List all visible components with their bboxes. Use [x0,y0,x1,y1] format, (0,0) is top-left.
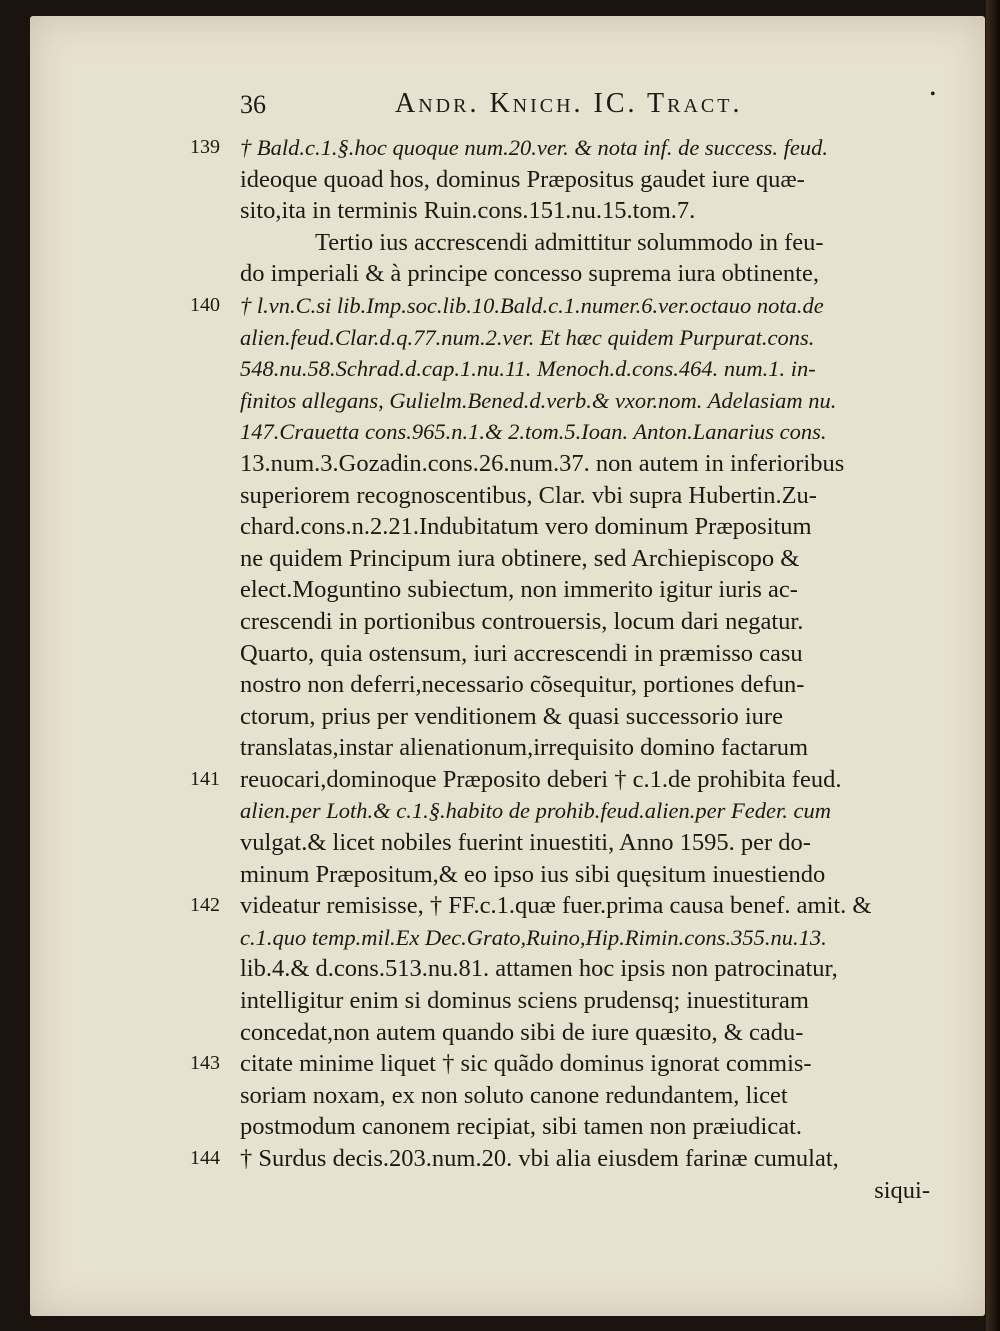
text-line [190,922,950,954]
text-line [190,890,950,922]
margin-number: 140 [190,293,220,316]
line-text: ne quidem Principum iura obtinere, sed Archiepiscopo & [240,544,800,572]
text-line [190,764,950,796]
margin-number: 141 [190,767,220,790]
line-text: ctorum, prius per venditionem & quasi successorio iure [240,702,783,730]
text-line [190,353,950,385]
line-text: Tertio ius accrescendi admittitur solummodo in feu- [315,228,824,256]
page-header [240,86,940,126]
text-line [190,859,950,891]
text-line [190,1143,950,1175]
line-text: † Surdus decis.203.num.20. vbi alia eiusdem farinæ cumulat, [240,1145,839,1172]
text-line [190,1017,950,1049]
line-text: c.1.quo temp.mil.Ex Dec.Grato,Ruino,Hip.Rimin.cons.355.nu.13. [240,924,827,950]
line-text: concedat,non autem quando sibi de iure quæsito, & cadu- [240,1018,804,1046]
line-text: chard.cons.n.2.21.Indubitatum vero dominum Præpositum [240,513,812,541]
page-number: 36 [240,90,266,119]
text-line [190,1080,950,1112]
line-text: postmodum canonem recipiat, sibi tamen non præiudicat. [240,1113,803,1141]
text-line [190,195,950,227]
line-text: videatur remisisse, † FF.c.1.quæ fuer.prima causa benef. amit. & [240,892,872,920]
line-text: lib.4.& d.cons.513.nu.81. attamen hoc ipsis non patrocinatur, [240,955,838,983]
text-line [190,638,950,670]
text-line [190,132,950,164]
line-text: intelligitur enim si dominus sciens prudensq; inuestituram [240,987,809,1015]
page-edge [986,0,1000,1331]
text-line [190,322,950,354]
text-line [190,227,950,259]
text-line [190,1048,950,1080]
running-head: Andr. Knich. IC. Tract. [395,88,743,119]
text-line [190,606,950,638]
line-text: alien.feud.Clar.d.q.77.num.2.ver. Et hæc quidem Purpurat.cons. [240,324,815,350]
text-line [190,511,950,543]
text-line [190,385,950,417]
line-text: vulgat.& licet nobiles fuerint inuestiti, Anno 1595. per do- [240,829,811,857]
line-text: 13.num.3.Gozadin.cons.26.num.37. non autem in inferioribus [240,449,845,477]
line-text: † Bald.c.1.§.hoc quoque num.20.ver. & nota inf. de success. feud. [240,135,829,160]
ornament-mark: • [930,86,936,103]
text-line [190,669,950,701]
margin-number: 143 [190,1052,220,1075]
line-text: citate minime liquet † sic quãdo dominus ignorat commis- [240,1050,812,1078]
text-line [190,448,950,480]
line-text: finitos allegans, Gulielm.Bened.d.verb.& vxor.nom. Adelasiam nu. [240,387,837,413]
line-text: 548.nu.58.Schrad.d.cap.1.nu.11. Menoch.d.cons.464. num.1. in- [240,356,816,382]
text-line [190,985,950,1017]
line-text: superiorem recognoscentibus, Clar. vbi supra Hubertin.Zu- [240,481,817,509]
line-text: reuocari,dominoque Præposito deberi † c.1.de prohibita feud. [240,765,842,793]
text-line [190,795,950,827]
text-line [190,164,950,196]
text-line [190,953,950,985]
text-line [190,701,950,733]
text-line [190,480,950,512]
text-line [190,543,950,575]
line-text: siqui- [874,1176,930,1204]
line-text: Quarto, quia ostensum, iuri accrescendi in præmisso casu [240,639,803,667]
text-line [190,574,950,606]
line-text: ideoque quoad hos, dominus Præpositus gaudet iure quæ- [240,165,805,193]
line-text: soriam noxam, ex non soluto canone redundantem, licet [240,1081,788,1109]
line-text: crescendi in portionibus controuersis, locum dari negatur. [240,607,804,635]
text-line [190,827,950,859]
text-line [190,1175,950,1207]
text-line [190,416,950,448]
text-line [190,258,950,290]
text-body [190,132,950,1206]
margin-number: 144 [190,1147,220,1169]
text-line [190,732,950,764]
line-text: alien.per Loth.& c.1.§.habito de prohib.feud.alien.per Feder. cum [240,798,831,824]
line-text: † l.vn.C.si lib.Imp.soc.lib.10.Bald.c.1.numer.6.ver.octauo nota.de [240,292,824,318]
line-text: nostro non deferri,necessario cõsequitur, portiones defun- [240,671,805,699]
line-text: 147.Crauetta cons.965.n.1.& 2.tom.5.Ioan. Anton.Lanarius cons. [240,419,827,445]
line-text: translatas,instar alienationum,irrequisito domino factarum [240,734,809,762]
line-text: elect.Moguntino subiectum, non immerito igitur iuris ac- [240,576,798,604]
line-text: minum Præpositum,& eo ipso ius sibi quęsitum inuestiendo [240,860,826,888]
text-line [190,290,950,322]
line-text: sito,ita in terminis Ruin.cons.151.nu.15.tom.7. [240,197,696,225]
text-line [190,1111,950,1143]
margin-number: 142 [190,894,220,917]
margin-number: 139 [190,136,220,158]
line-text: do imperiali & à principe concesso suprema iura obtinente, [240,260,819,288]
